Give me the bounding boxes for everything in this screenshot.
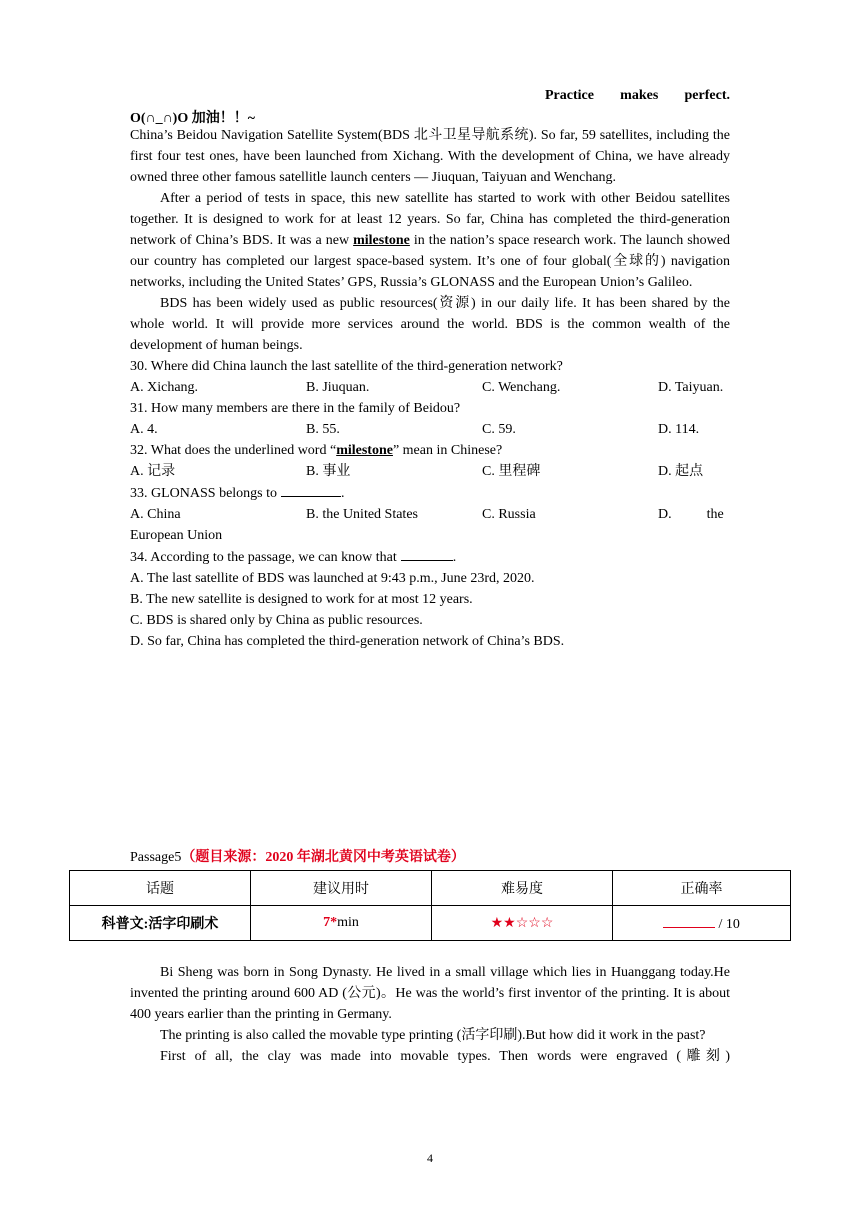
- option-d: D. the: [658, 507, 724, 522]
- option-b: B. 55.: [306, 422, 340, 437]
- question-34-option-c: C. BDS is shared only by China as public resources.: [130, 613, 423, 628]
- question-34-option-b: B. The new satellite is designed to work for at most 12 years.: [130, 592, 473, 607]
- option-c: C. Wenchang.: [482, 380, 561, 395]
- score-blank: [663, 913, 715, 928]
- time-number: 7*: [323, 915, 338, 930]
- q34-stem-text: 34. According to the passage, we can know that: [130, 550, 397, 565]
- p2-text-before: After a period of tests in space, this new satellite has started to work with other Beidou satellites together. It is designed to work for at least 12 years. So far, China has completed the third-generation network of China’s BDS. It was a new: [130, 191, 730, 248]
- q34-stem-end: .: [452, 550, 457, 565]
- passage4-paragraph-3: BDS has been widely used as public resources(资源) in our daily life. It has been shared by the whole world. It will provide more services around the world. BDS is the common wealth of the development of human beings.: [130, 296, 730, 353]
- score-suffix: / 10: [715, 917, 740, 932]
- question-33-stem: [130, 482, 730, 504]
- q33-stem-text: 33. GLONASS belongs to: [130, 486, 278, 501]
- header-cheer: O(∩_∩)O 加油！！~: [130, 111, 256, 126]
- passage4-paragraph-2: [130, 188, 730, 293]
- option-b: B. Jiuquan.: [306, 380, 370, 395]
- q33-stem-end: .: [341, 486, 345, 501]
- passage5-title: [130, 846, 465, 866]
- header-difficulty: 难易度: [432, 871, 613, 906]
- passage5-paragraph-1: Bi Sheng was born in Song Dynasty. He lived in a small village which lies in Huanggang today.He invented the printing around 600 AD (公元)。He was the world’s first inventor of the printing. It is about 400 years earlier than the printing in Germany.: [130, 965, 730, 1022]
- option-a: A. China: [130, 507, 181, 522]
- header-motto: Practice makes perfect.: [545, 88, 730, 103]
- passage4-body: [130, 125, 730, 652]
- option-d: D. 114.: [658, 422, 700, 437]
- option-c: C. Russia: [482, 507, 536, 522]
- option-d: D. Taiyuan.: [658, 380, 724, 395]
- question-31-stem: 31. How many members are there in the family of Beidou?: [130, 401, 461, 416]
- question-32-options: [130, 461, 730, 482]
- question-30-options: [130, 377, 730, 398]
- option-c: C. 59.: [482, 422, 516, 437]
- question-34-option-a: A. The last satellite of BDS was launched at 9:43 p.m., June 23rd, 2020.: [130, 571, 535, 586]
- passage5-info-table: [69, 870, 791, 941]
- table-header-row: [70, 871, 791, 906]
- header-suggested-time: 建议用时: [251, 871, 432, 906]
- page-number: 4: [427, 1151, 433, 1165]
- question-31-options: [130, 419, 730, 440]
- passage5-paragraph-2: The printing is also called the movable type printing (活字印刷).But how did it work in the past?: [160, 1028, 706, 1043]
- question-34-option-d: D. So far, China has completed the third-generation network of China’s BDS.: [130, 634, 565, 649]
- question-33-options: [130, 504, 730, 525]
- q32-underlined-word: milestone: [336, 443, 393, 458]
- passage5-body: [130, 962, 730, 1067]
- question-33-option-d-continued: European Union: [130, 528, 223, 543]
- time-unit: min: [337, 915, 359, 930]
- answer-blank: [401, 546, 453, 561]
- answer-blank: [281, 482, 341, 497]
- p2-text-after: in the nation’s space research work. The launch showed our country has completed our largest space-based system. It’s one of four global(全球的) navigation networks, including the United States’ GPS, Russia’s GLONASS and the European Union’s Galileo.: [130, 233, 730, 290]
- header-topic: 话题: [70, 871, 251, 906]
- passage5-label: Passage5: [130, 850, 182, 865]
- header-accuracy: 正确率: [613, 871, 791, 906]
- option-a: A. 4.: [130, 422, 158, 437]
- question-34-stem: [130, 546, 730, 568]
- passage4-paragraph-1: China’s Beidou Navigation Satellite System(BDS 北斗卫星导航系统). So far, 59 satellites, including the first four test ones, have been launched from Xichang. With the development of China, we have already owned three other famous satellitle launch centers — Jiuquan, Taiyuan and Wenchang.: [130, 128, 730, 185]
- cell-difficulty-stars: ★★☆☆☆: [432, 906, 613, 941]
- table-row: [70, 906, 791, 941]
- option-d: D. 起点: [658, 464, 704, 479]
- option-b: B. 事业: [306, 464, 351, 479]
- cell-time: [251, 906, 432, 941]
- question-30-stem: 30. Where did China launch the last satellite of the third-generation network?: [130, 359, 563, 374]
- passage5-paragraph-3: First of all, the clay was made into movable types. Then words were engraved (雕刻): [160, 1049, 730, 1064]
- option-c: C. 里程碑: [482, 464, 541, 479]
- q32-stem-before: 32. What does the underlined word “: [130, 443, 337, 458]
- underlined-word-milestone: milestone: [353, 233, 410, 248]
- question-32-stem: [130, 440, 730, 461]
- option-a: A. 记录: [130, 464, 176, 479]
- option-a: A. Xichang.: [130, 380, 199, 395]
- q32-stem-after: ” mean in Chinese?: [392, 443, 503, 458]
- cell-score: [613, 906, 791, 941]
- cell-topic: 科普文:活字印刷术: [70, 906, 251, 941]
- passage5-source: （题目来源：2020 年湖北黄冈中考英语试卷）: [181, 850, 465, 865]
- option-b: B. the United States: [306, 507, 418, 522]
